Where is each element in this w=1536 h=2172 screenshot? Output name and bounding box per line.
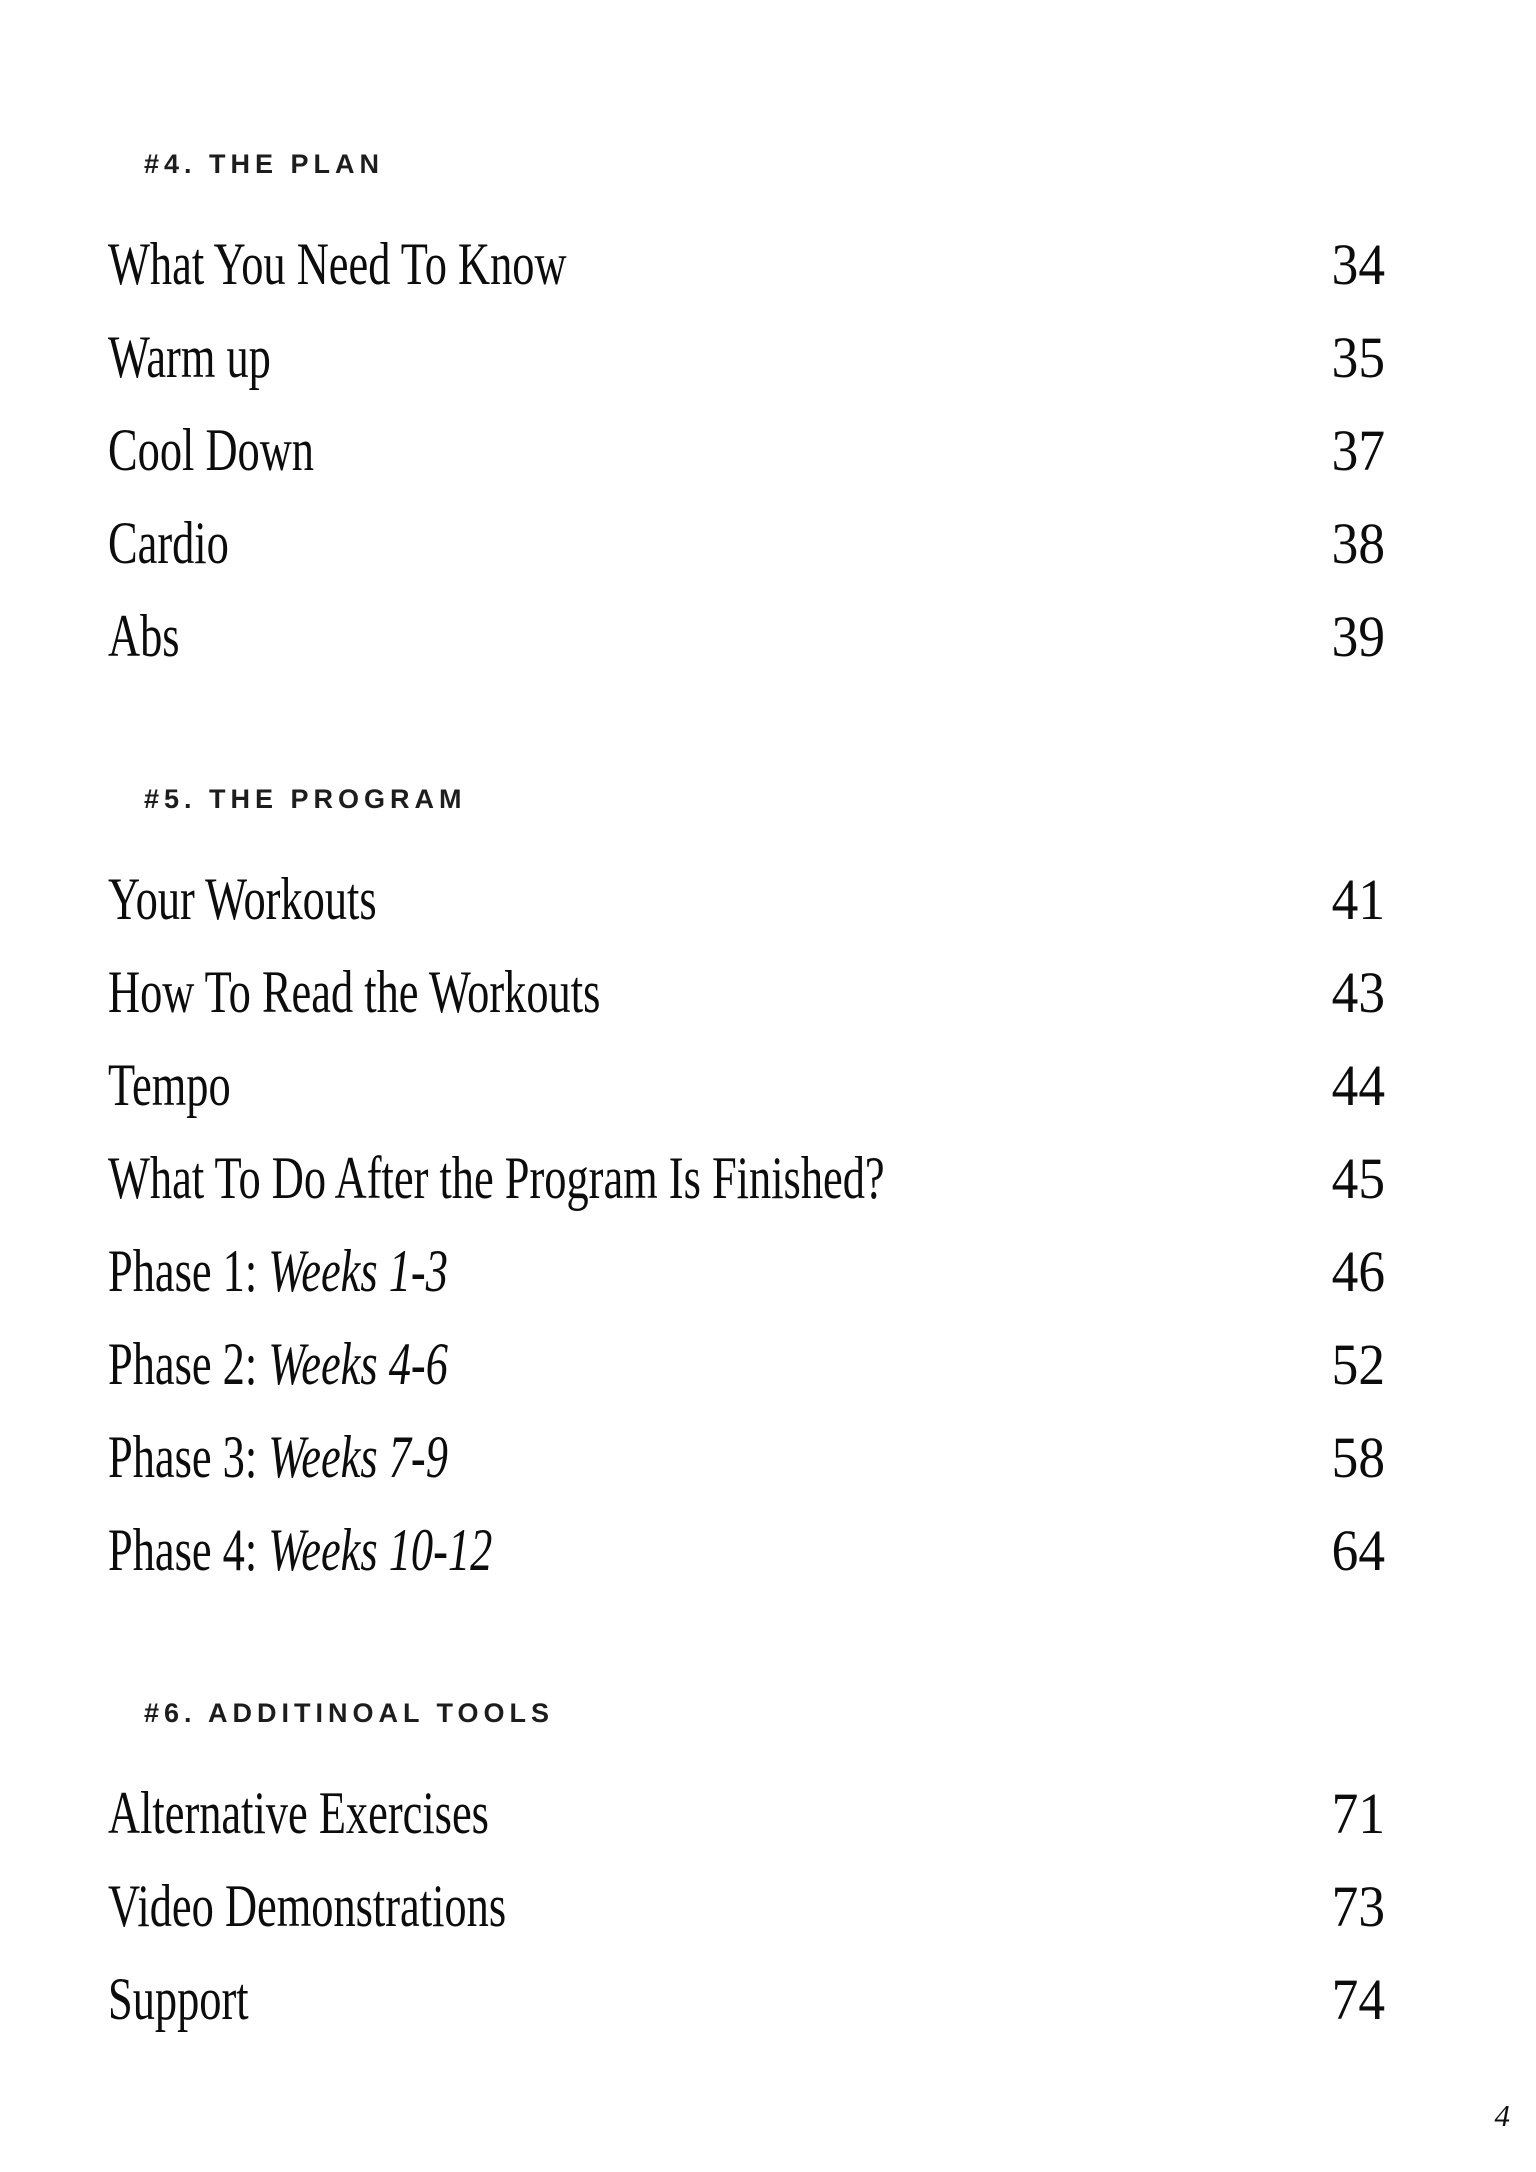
- entry-label: [108, 1767, 489, 1860]
- entry-label: [108, 1318, 448, 1411]
- toc-entry[interactable]: [108, 311, 1385, 404]
- entry-page-number: 74: [1331, 1967, 1385, 2032]
- entry-page-number: 41: [1331, 867, 1385, 932]
- entry-title-text: Video Demonstrations: [108, 1873, 507, 1939]
- toc-entry[interactable]: [108, 1953, 1385, 2046]
- entry-title-text: Phase 3:: [108, 1424, 269, 1490]
- entry-label: [108, 497, 229, 590]
- section-entries: [108, 1767, 1385, 2046]
- entry-page-number: 46: [1331, 1239, 1385, 1304]
- entry-label: [108, 1411, 448, 1504]
- entry-title-text: What You Need To Know: [108, 231, 567, 297]
- toc-section: [108, 1697, 1385, 2046]
- entry-title-italic: Weeks 10-12: [268, 1517, 493, 1583]
- entry-title-text: What To Do After the Program Is Finished?: [108, 1145, 885, 1211]
- section-heading: #4. THE PLAN: [144, 149, 385, 179]
- entry-page-number: 35: [1331, 325, 1385, 390]
- entry-title-italic: Weeks 4-6: [268, 1331, 448, 1397]
- entry-label: [108, 218, 567, 311]
- section-entries: [108, 218, 1385, 683]
- entry-label: [108, 590, 180, 683]
- section-heading: #5. THE PROGRAM: [144, 784, 467, 814]
- toc-entry[interactable]: [108, 853, 1385, 946]
- section-entries: [108, 853, 1385, 1597]
- entry-page-number: 38: [1331, 511, 1385, 576]
- entry-title-text: Phase 4:: [108, 1517, 269, 1583]
- entry-label: [108, 404, 314, 497]
- entry-page-number: 58: [1331, 1425, 1385, 1490]
- entry-title-text: Your Workouts: [108, 866, 377, 932]
- entry-page-number: 43: [1331, 960, 1385, 1025]
- entry-page-number: 44: [1331, 1053, 1385, 1118]
- toc-entry[interactable]: [108, 1039, 1385, 1132]
- entry-page-number: 52: [1331, 1332, 1385, 1397]
- toc-entry[interactable]: [108, 1767, 1385, 1860]
- footer-page-number: 4: [1494, 2098, 1510, 2133]
- entry-label: [108, 311, 271, 404]
- entry-page-number: 64: [1331, 1518, 1385, 1583]
- entry-title-text: Tempo: [108, 1052, 231, 1118]
- section-heading: #6. ADDITINOAL TOOLS: [144, 1698, 555, 1728]
- entry-label: [108, 1039, 231, 1132]
- entry-title-text: Phase 1:: [108, 1238, 269, 1304]
- entry-label: [108, 1132, 885, 1225]
- entry-title-text: Abs: [108, 603, 180, 669]
- toc-entry[interactable]: [108, 1132, 1385, 1225]
- entry-title-italic: Weeks 7-9: [268, 1424, 448, 1490]
- entry-page-number: 34: [1331, 232, 1385, 297]
- toc-entry[interactable]: [108, 1504, 1385, 1597]
- toc-entry[interactable]: [108, 1411, 1385, 1504]
- entry-title-text: How To Read the Workouts: [108, 959, 601, 1025]
- entry-page-number: 73: [1331, 1874, 1385, 1939]
- entry-page-number: 37: [1331, 418, 1385, 483]
- toc-entry[interactable]: [108, 497, 1385, 590]
- toc-entry[interactable]: [108, 218, 1385, 311]
- entry-title-italic: Weeks 1-3: [268, 1238, 448, 1304]
- entry-page-number: 45: [1331, 1146, 1385, 1211]
- toc-entry[interactable]: [108, 590, 1385, 683]
- toc-section: [108, 148, 1385, 683]
- entry-label: [108, 1225, 448, 1318]
- entry-label: [108, 1953, 249, 2046]
- entry-page-number: 71: [1331, 1781, 1385, 1846]
- entry-title-text: Support: [108, 1966, 249, 2032]
- toc-entry[interactable]: [108, 1225, 1385, 1318]
- toc-entry[interactable]: [108, 1860, 1385, 1953]
- toc-section: [108, 783, 1385, 1597]
- entry-label: [108, 853, 377, 946]
- entry-page-number: 39: [1331, 604, 1385, 669]
- toc-entry[interactable]: [108, 1318, 1385, 1411]
- entry-title-text: Phase 2:: [108, 1331, 269, 1397]
- entry-label: [108, 1860, 506, 1953]
- entry-title-text: Cool Down: [108, 417, 314, 483]
- toc-entry[interactable]: [108, 404, 1385, 497]
- entry-label: [108, 946, 600, 1039]
- entry-title-text: Cardio: [108, 510, 229, 576]
- toc-entry[interactable]: [108, 946, 1385, 1039]
- toc-sections: [108, 148, 1385, 2046]
- entry-label: [108, 1504, 492, 1597]
- entry-title-text: Warm up: [108, 324, 271, 390]
- entry-title-text: Alternative Exercises: [108, 1780, 489, 1846]
